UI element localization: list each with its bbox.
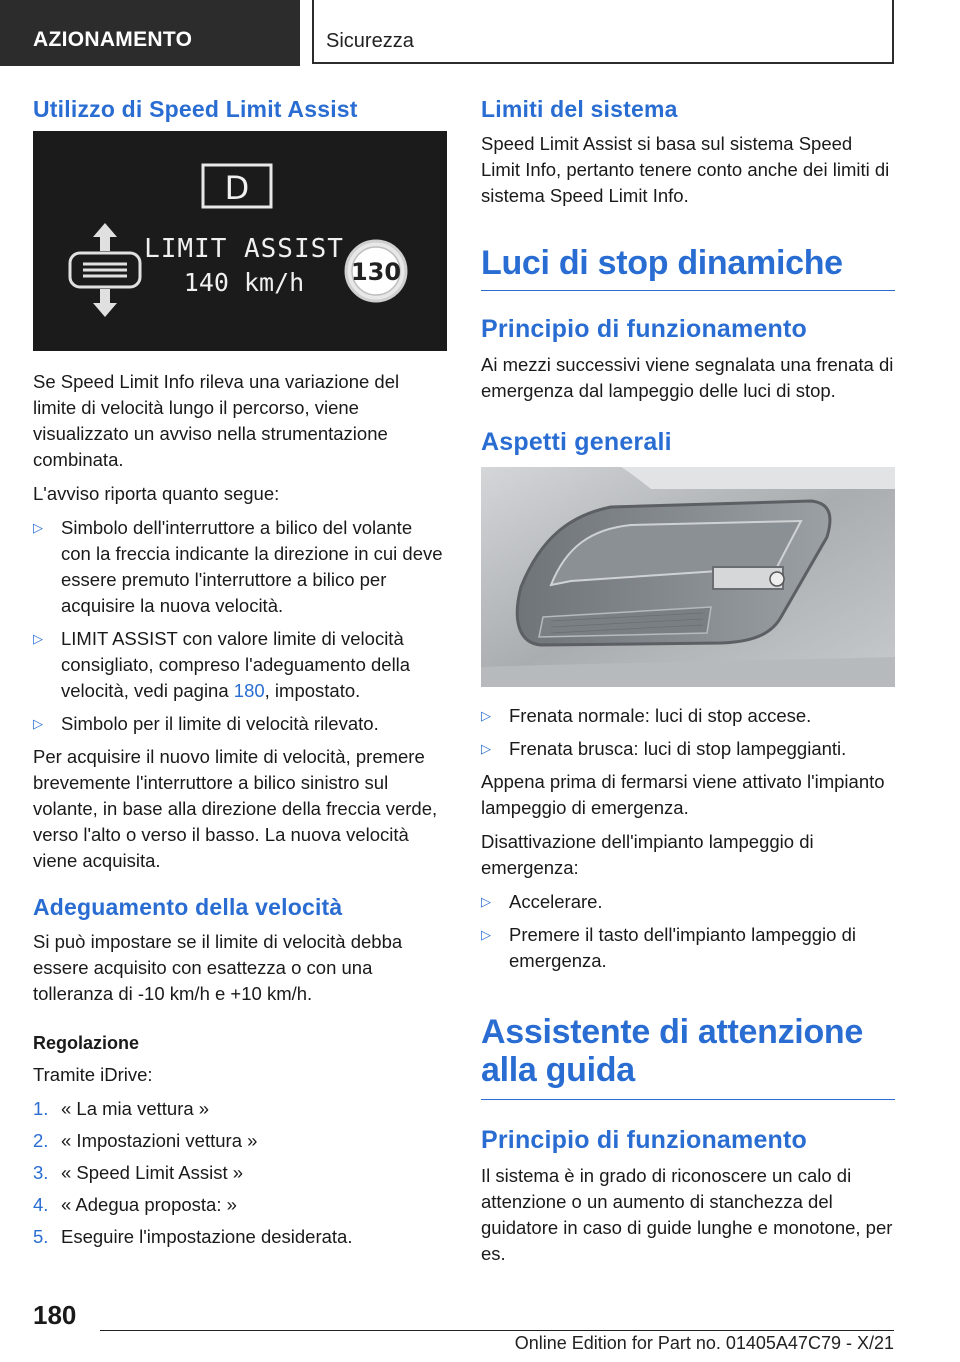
heading-principio-1: Principio di funzionamento xyxy=(481,315,808,344)
paragraph-avviso: L'avviso riporta quanto segue: xyxy=(33,483,280,504)
gear-indicator-text: D xyxy=(224,169,250,207)
steps-list xyxy=(33,1096,447,1250)
list-item: ▷ Accelerare. xyxy=(481,889,895,915)
heading-principio-2: Principio di funzionamento xyxy=(481,1126,808,1155)
heading-regolazione: Regolazione xyxy=(33,1033,140,1053)
section-title-block-2 xyxy=(481,1014,895,1100)
paragraph-disattivazione: Disattivazione dell'impianto lampeggio di emergenza: xyxy=(481,831,814,879)
footer-rule xyxy=(100,1330,894,1331)
list-item: ▷ Frenata normale: luci di stop accese. xyxy=(481,703,895,729)
topic-tab xyxy=(312,0,894,64)
limit-assist-speed: 140 km/h xyxy=(183,268,305,297)
section-title-block xyxy=(481,245,895,291)
list-item: ▷ LIMIT ASSIST con valore limite di velocità consigliato, compreso l'adeguamento della velocità, vedi pagina 180, impostato. xyxy=(33,626,447,704)
heading-adeguamento: Adeguamento della velocità xyxy=(33,894,343,920)
step-item: 5. Eseguire l'impostazione desiderata. xyxy=(33,1226,353,1247)
paragraph-principio-2: Il sistema è in grado di riconoscere un calo di attenzione o un aumento di stanchezza del guidatore in caso di guide lunghe e monotone, per es. xyxy=(481,1165,893,1265)
paragraph-appena: Appena prima di fermarsi viene attivato l'impianto lampeggio di emergenza. xyxy=(481,771,885,819)
page-number: 180 xyxy=(33,1300,77,1330)
step-item: 2. « Impostazioni vettura » xyxy=(33,1130,258,1151)
disattivazione-list xyxy=(481,889,895,974)
heading-speed-limit-assist: Utilizzo di Speed Limit Assist xyxy=(33,96,358,122)
paragraph-intro: Se Speed Limit Info rileva una variazione del limite di velocità lungo il percorso, viene visualizzato un avviso nella strumentazione combinata. xyxy=(33,371,400,470)
heading-aspetti: Aspetti generali xyxy=(481,428,672,457)
speed-sign-value: 130 xyxy=(350,258,402,286)
taillight-photo xyxy=(481,467,895,687)
heading-assistente: Assistente di attenzione alla guida xyxy=(481,1013,863,1089)
brake-list xyxy=(481,703,895,762)
footer-edition: Online Edition for Part no. 01405A47C79 - X/21 xyxy=(514,1333,894,1353)
chapter-tab xyxy=(0,0,300,66)
list-item: ▷ Premere il tasto dell'impianto lampeggio di emergenza. xyxy=(481,922,895,974)
topic-label: Sicurezza xyxy=(326,30,414,52)
paragraph-tolleranza: Si può impostare se il limite di velocità debba essere acquisito con esattezza o con una tolleranza di -10 km/h e +10 km/h. xyxy=(33,931,403,1004)
heading-luci-stop: Luci di stop dinamiche xyxy=(481,244,843,282)
heading-limiti: Limiti del sistema xyxy=(481,96,678,122)
paragraph-idrive: Tramite iDrive: xyxy=(33,1064,153,1085)
avviso-list xyxy=(33,515,447,737)
paragraph-principio-1: Ai mezzi successivi viene segnalata una frenata di emergenza dal lampeggio delle luci di stop. xyxy=(481,354,894,402)
list-item: ▷ Simbolo dell'interruttore a bilico del volante con la freccia indicante la direzione in cui deve essere premuto l'interruttore a bilico per acquisire la nuova velocità. xyxy=(33,515,447,619)
page-link-180[interactable]: 180 xyxy=(233,680,265,701)
right-column xyxy=(481,96,895,1275)
paragraph-limiti: Speed Limit Assist si basa sul sistema Speed Limit Info, pertanto tenere conto anche dei limiti di sistema Speed Limit Info. xyxy=(481,133,890,206)
paragraph-acquisire: Per acquisire il nuovo limite di velocità, premere brevemente l'interruttore a bilico sinistro sul volante, in base alla direzione della freccia verde, verso l'alto o verso il basso. La nuova velocità viene acquisita. xyxy=(33,746,438,871)
list-item: ▷ Frenata brusca: luci di stop lampeggianti. xyxy=(481,736,895,762)
step-item: 3. « Speed Limit Assist » xyxy=(33,1162,244,1183)
instrument-cluster-figure xyxy=(33,131,447,351)
chapter-label: AZIONAMENTO xyxy=(33,28,193,51)
list-item: ▷ Simbolo per il limite di velocità rilevato. xyxy=(33,711,447,737)
limit-assist-title: LIMIT ASSIST xyxy=(144,234,344,264)
step-item: 4. « Adegua proposta: » xyxy=(33,1194,237,1215)
left-column xyxy=(33,96,447,1256)
step-item: 1. « La mia vettura » xyxy=(33,1098,210,1119)
